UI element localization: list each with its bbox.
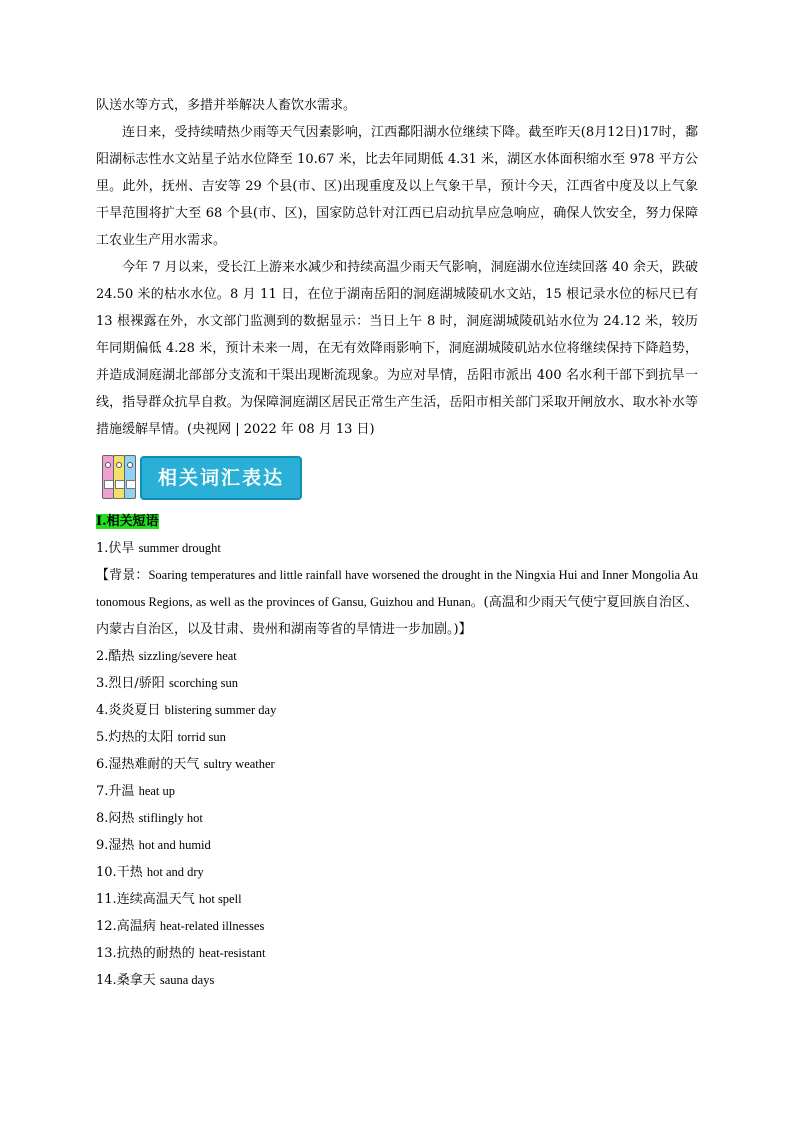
paragraph-dongting-lake: 今年 7 月以来，受长江上游来水减少和持续高温少雨天气影响，洞庭湖水位连续回落 40 余天，跌破 24.50 米的枯水水位。8 月 11 日，在位于湖南岳阳的洞庭湖城陵矶水文站，15 根记录水位的标尺已有 13 根裸露在外，水文部门监测到的数据显示：当日上午 8 时，洞庭湖城陵矶站水位为 24.12 米，较历年同期偏低 4.28 米，预计未来一周，在无有效降雨影响下，洞庭湖城陵矶站水位将继续保持下降趋势，并造成洞庭湖北部部分支流和干渠出现断流现象。为应对旱情，岳阳市派出 400 名水利干部下到抗旱一线，指导群众抗旱自救。为保障洞庭湖区居民正常生产生活，岳阳市相关部门采取开闸放水、取水补水等措施缓解旱情。(央视网 | 2022 年 08 月 13 日) [96, 260, 698, 437]
phrase-chinese: 湿热难耐的天气 [108, 757, 200, 772]
phrase-english: blistering summer day [164, 703, 277, 717]
phrase-item [96, 643, 698, 670]
phrase-item [96, 751, 698, 778]
phrase-number: 8. [96, 811, 109, 826]
phrase-chinese: 烈日/骄阳 [108, 676, 165, 691]
phrase-english: heat up [138, 784, 176, 798]
phrase-number: 4. [96, 703, 109, 718]
phrase-number: 2. [96, 649, 109, 664]
phrase-english: heat-resistant [198, 946, 266, 960]
binders-icon [102, 455, 136, 497]
phrase-number: 14. [96, 973, 117, 988]
phrase-number: 6. [96, 757, 109, 772]
phrase-item [96, 859, 698, 886]
phrase-item [96, 724, 698, 751]
paragraph-poyang-lake: 连日来，受持续晴热少雨等天气因素影响，江西鄱阳湖水位继续下降。截至昨天(8月12日)17时，鄱阳湖标志性水文站星子站水位降至 10.67 米，比去年同期低 4.31 米，湖区水体面积缩水至 978 平方公里。此外，抚州、吉安等 29 个县(市、区)出现重度及以上气象干旱，预计今天，江西省中度及以上气象干旱范围将扩大至 68 个县(市、区)，国家防总针对江西已启动抗旱应急响应，确保人饮安全，努力保障工农业生产用水需求。 [96, 125, 698, 248]
phrase-english: torrid sun [177, 730, 226, 744]
phrase-chinese: 酷热 [108, 649, 135, 664]
section-heading-text: I.相关短语 [96, 514, 159, 529]
phrase-list [96, 535, 698, 994]
phrase-chinese: 灼热的太阳 [108, 730, 174, 745]
banner-title: 相关词汇表达 [140, 456, 302, 500]
phrase-item [96, 832, 698, 859]
phrase-number: 7. [96, 784, 109, 799]
phrase-item [96, 670, 698, 697]
background-english: Soaring temperatures and little rainfall have worsened the drought in the Ningxia Hui and Inner Mongolia Autonomous Regions, as well as the provinces of Gansu, Guizhou and Hunan。 [96, 568, 698, 609]
document-page [96, 92, 698, 994]
phrase-english: sauna days [159, 973, 215, 987]
phrase-number: 12. [96, 919, 117, 934]
phrase-chinese: 炎炎夏日 [108, 703, 161, 718]
phrase-chinese: 伏旱 [108, 541, 135, 556]
phrase-english: sizzling/severe heat [138, 649, 237, 663]
phrase-item [96, 778, 698, 805]
phrase-english: hot spell [198, 892, 242, 906]
paragraph-continuation: 队送水等方式，多措并举解决人畜饮水需求。 [96, 98, 357, 113]
background-note [96, 562, 698, 643]
phrase-chinese: 闷热 [108, 811, 135, 826]
phrase-number: 1. [96, 541, 109, 556]
phrase-number: 11. [96, 892, 117, 907]
phrase-number: 9. [96, 838, 109, 853]
phrase-english: hot and humid [138, 838, 211, 852]
section-heading [96, 508, 698, 535]
phrase-number: 3. [96, 676, 109, 691]
phrase-number: 13. [96, 946, 117, 961]
phrase-item [96, 940, 698, 967]
phrase-english: heat-related illnesses [159, 919, 265, 933]
phrase-chinese: 桑拿天 [116, 973, 156, 988]
phrase-chinese: 干热 [116, 865, 143, 880]
phrase-english: hot and dry [146, 865, 204, 879]
phrase-english: summer drought [138, 541, 221, 555]
phrase-item [96, 697, 698, 724]
phrase-chinese: 高温病 [116, 919, 156, 934]
phrase-chinese: 升温 [108, 784, 135, 799]
phrase-chinese: 抗热的耐热的 [116, 946, 195, 961]
phrase-item [96, 967, 698, 994]
phrase-item [96, 886, 698, 913]
phrase-chinese: 连续高温天气 [116, 892, 195, 907]
section-banner [96, 454, 306, 502]
phrase-english: stiflingly hot [138, 811, 203, 825]
background-chinese: (高温和少雨天气使宁夏回族自治区、内蒙古自治区，以及甘肃、贵州和湖南等省的旱情进一步加剧。)】 [96, 595, 698, 637]
phrase-english: sultry weather [203, 757, 275, 771]
background-prefix: 【背景： [96, 568, 149, 583]
phrase-item [96, 535, 698, 562]
phrase-chinese: 湿热 [108, 838, 135, 853]
phrase-number: 5. [96, 730, 109, 745]
phrase-number: 10. [96, 865, 117, 880]
phrase-item [96, 913, 698, 940]
phrase-item [96, 805, 698, 832]
phrase-english: scorching sun [168, 676, 239, 690]
